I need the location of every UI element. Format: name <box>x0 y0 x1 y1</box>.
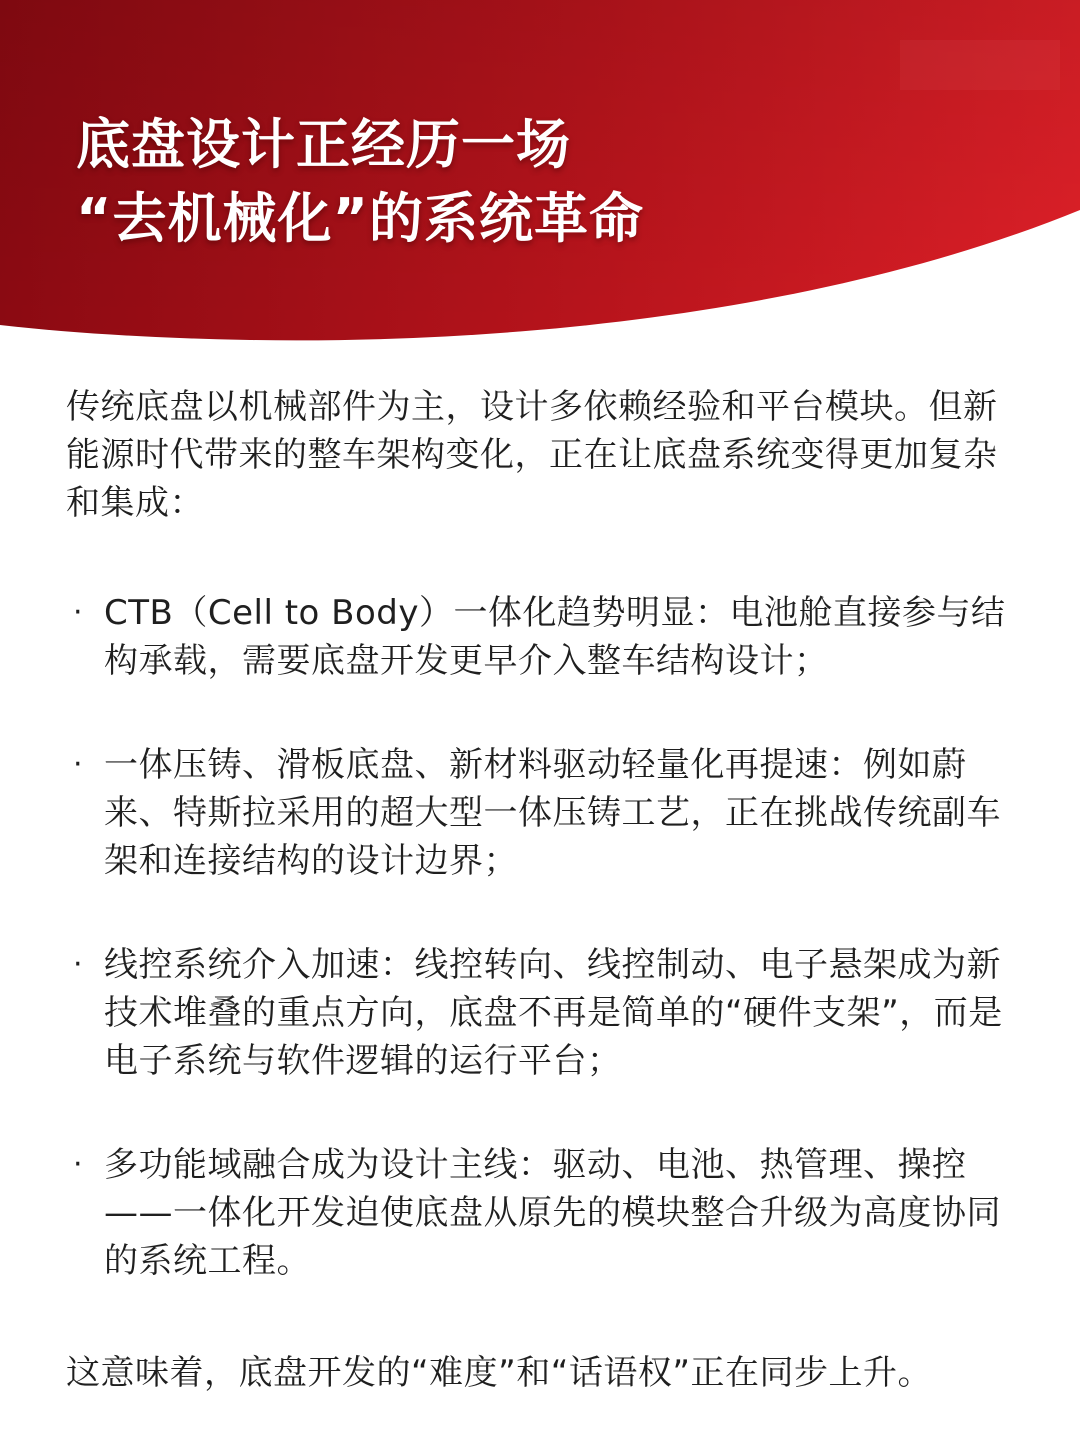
bullet-text: 线控系统介入加速：线控转向、线控制动、电子悬架成为新技术堆叠的重点方向，底盘不再是简单的“硬件支架”，而是电子系统与软件逻辑的运行平台； <box>104 945 1003 1081</box>
bullet-dot-icon: · <box>72 747 84 782</box>
bullet-text: CTB（Cell to Body）一体化趋势明显：电池舱直接参与结构承载，需要底盘开发更早介入整车结构设计； <box>104 593 1006 681</box>
bullet-text: 多功能域融合成为设计主线：驱动、电池、热管理、操控——一体化开发迫使底盘从原先的模块整合升级为高度协同的系统工程。 <box>104 1145 1001 1281</box>
closing-paragraph: 这意味着，底盘开发的“难度”和“话语权”正在同步上升。 <box>66 1353 932 1393</box>
intro-paragraph: 传统底盘以机械部件为主，设计多依赖经验和平台模块。但新能源时代带来的整车架构变化，正在让底盘系统变得更加复杂和集成： <box>66 387 998 523</box>
list-item <box>66 1141 1026 1285</box>
list-item <box>66 741 1026 885</box>
title-line-2: “去机械化”的系统革命 <box>76 187 644 250</box>
article-body <box>66 383 1026 1397</box>
bullet-list <box>66 589 1026 1285</box>
title-line-1: 底盘设计正经历一场 <box>76 113 571 176</box>
bullet-dot-icon: · <box>72 1147 84 1182</box>
page-title <box>76 108 644 256</box>
bullet-text: 一体压铸、滑板底盘、新材料驱动轻量化再提速：例如蔚来、特斯拉采用的超大型一体压铸工艺，正在挑战传统副车架和连接结构的设计边界； <box>104 745 1001 881</box>
bullet-dot-icon: · <box>72 595 84 630</box>
list-item <box>66 589 1026 685</box>
bullet-dot-icon: · <box>72 947 84 982</box>
header-banner <box>0 0 1080 345</box>
list-item <box>66 941 1026 1085</box>
